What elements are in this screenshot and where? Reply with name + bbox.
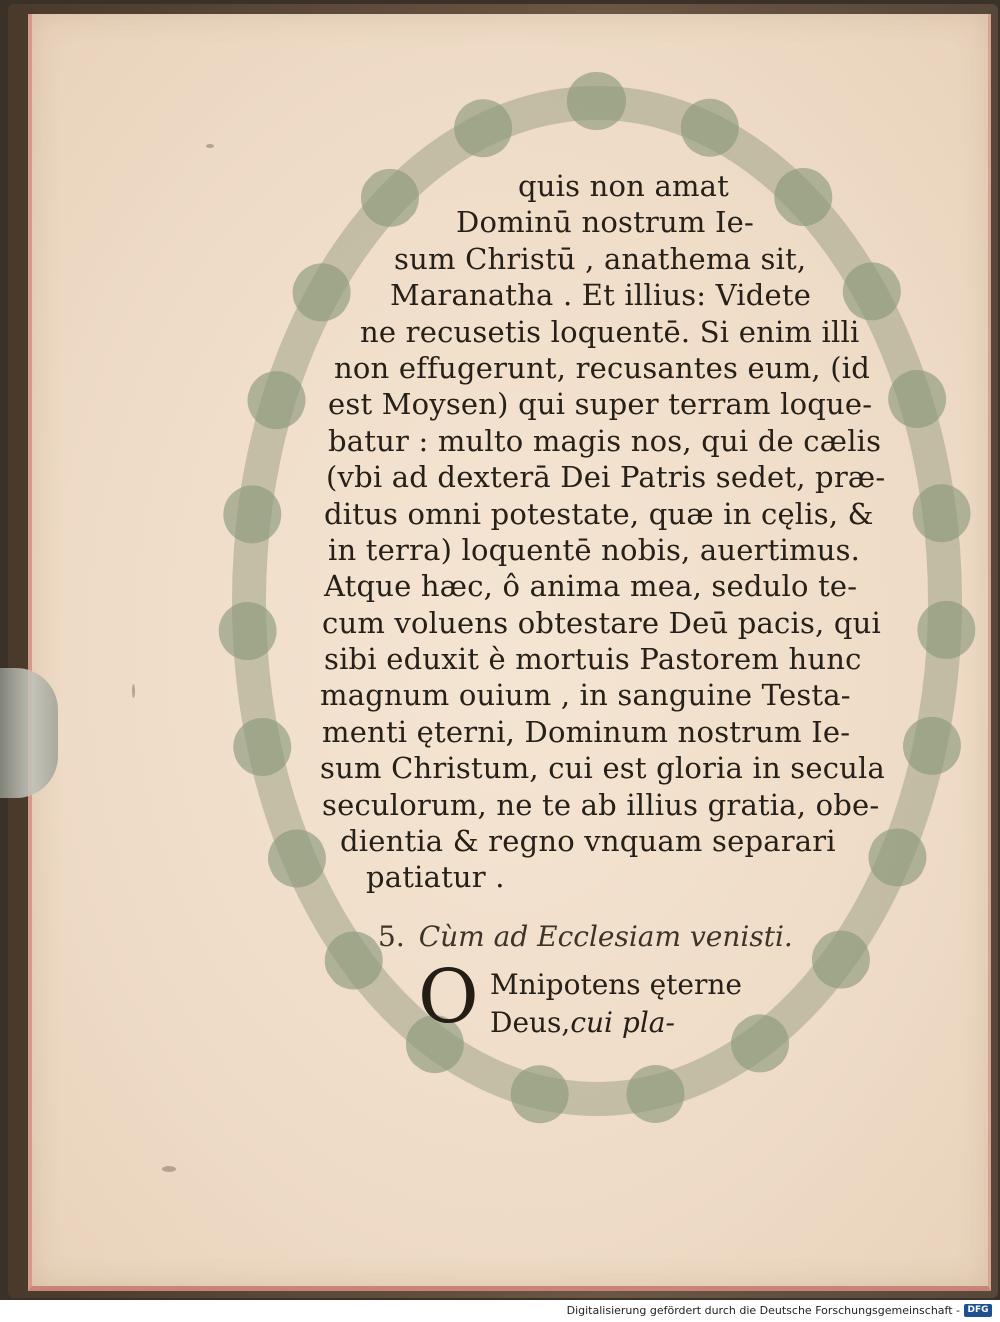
text-line: Dominū nostrum Ie- [456,205,755,240]
text-line: patiatur . [366,860,505,895]
section-heading [378,920,793,953]
text-line: est Moysen) qui super terram loque- [328,387,873,422]
prayer-opening [490,966,742,1042]
prayer-line-2-italic: cui pla- [570,1006,675,1039]
prayer-line-1: Mnipotens ęterne [490,968,742,1001]
text-line: sum Christū , anathema sit, [394,241,807,276]
paper-speck [132,684,135,698]
drop-capital: O [418,954,479,1040]
text-line: Maranatha . Et illius: Videte [390,278,812,313]
text-line: dientia & regno vnquam separari [340,824,836,859]
digitization-credit: Digitalisierung gefördert durch die Deutsche Forschungsgemeinschaft - [566,1304,960,1317]
text-line: ne recusetis loquentē. Si enim illi [360,314,860,349]
text-line: in terra) loquentē nobis, auertimus. [328,532,861,567]
text-line: quis non amat [518,169,729,203]
text-line: sum Christum, cui est gloria in secula [320,751,886,786]
section-title: Cùm ad Ecclesiam venisti. [418,920,793,953]
section-number: 5. [378,920,405,953]
page-clip [0,668,58,798]
text-line: Atque hæc, ô anima mea, sedulo te- [324,569,858,604]
text-line: (vbi ad dexterā Dei Patris sedet, præ- [326,460,886,495]
prayer-line-2-roman: Deus, [490,1006,571,1039]
text-line: non effugerunt, recusantes eum, (id [334,350,871,385]
text-line: menti ęterni, Dominum nostrum Ie- [322,714,851,749]
text-line: batur : multo magis nos, qui de cælis [328,423,882,458]
dfg-logo: DFG [964,1304,992,1317]
paper-speck [162,1166,176,1172]
body-text [320,168,910,896]
paper-speck [206,144,214,148]
text-line: cum voluens obtestare Deū pacis, qui [322,605,881,640]
text-line: seculorum, ne te ab illius gratia, obe- [322,787,880,822]
text-line: ditus omni potestate, quæ in cęlis, & [324,496,874,531]
text-line: sibi eduxit è mortuis Pastorem hunc [324,642,862,677]
text-line: magnum ouium , in sanguine Testa- [320,678,851,713]
